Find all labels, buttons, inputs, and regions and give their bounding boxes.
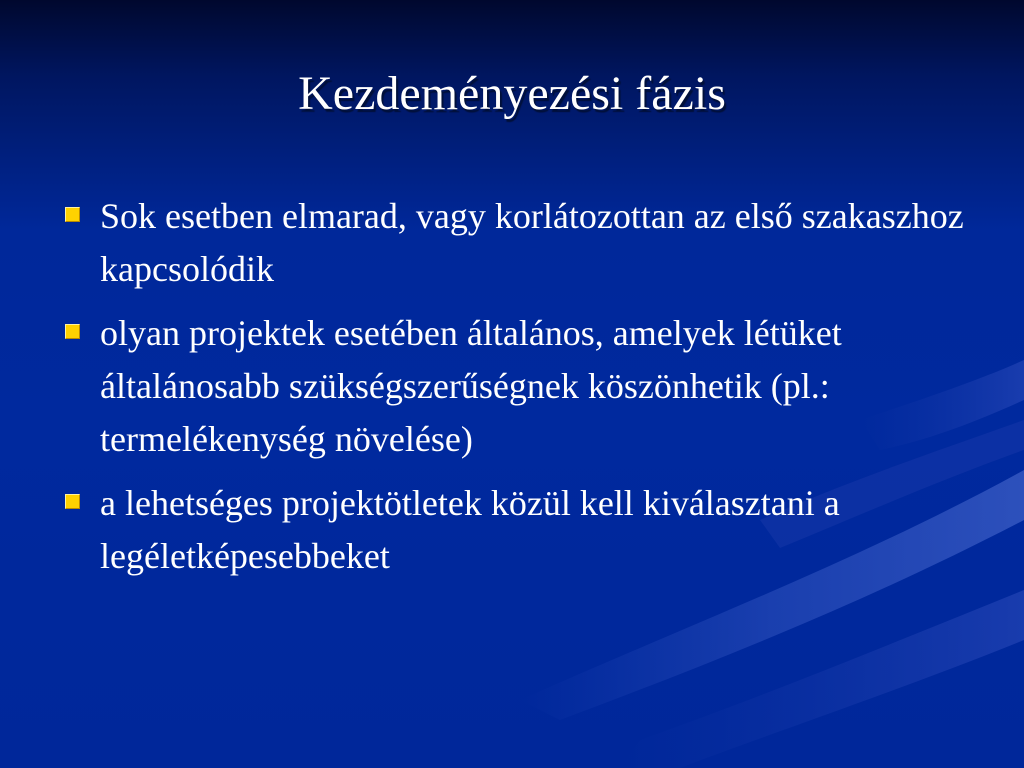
bullet-item	[62, 307, 982, 466]
square-bullet-icon	[65, 207, 80, 222]
bullet-item	[62, 190, 982, 296]
square-bullet-icon	[65, 494, 80, 509]
bullet-text: a lehetséges projektötletek közül kell kiválasztani a legéletképesebbeket	[100, 483, 840, 576]
bullet-text: olyan projektek esetében általános, amelyek létüket általánosabb szükségszerűségnek köszönhetik (pl.: termelékenység növelése)	[100, 313, 842, 459]
slide-title: Kezdeményezési fázis	[298, 67, 726, 120]
bullet-text: Sok esetben elmarad, vagy korlátozottan az első szakaszhoz kapcsolódik	[100, 196, 964, 289]
bullet-list	[62, 190, 982, 594]
bullet-item	[62, 477, 982, 583]
square-bullet-icon	[65, 324, 80, 339]
